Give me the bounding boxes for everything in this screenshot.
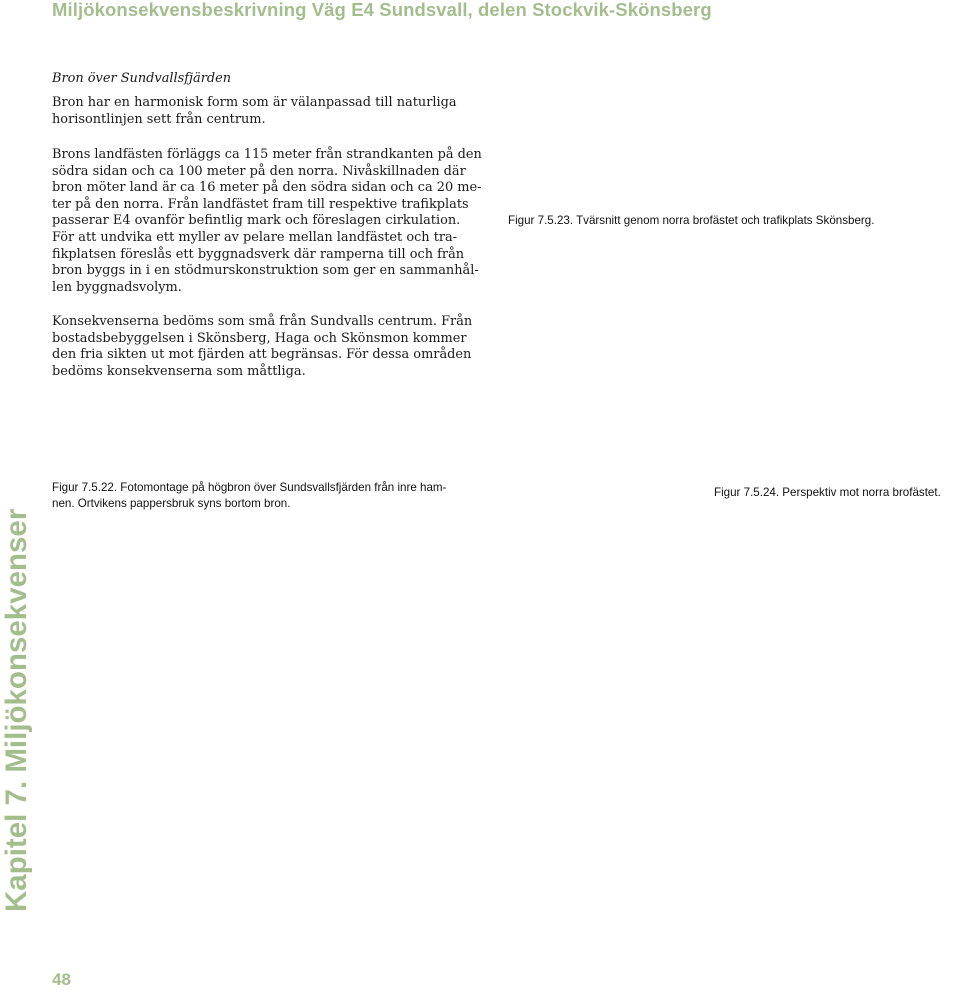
body-paragraph: Konsekvenserna bedöms som små från Sundvalls centrum. Från bostadsbebyggelsen i Skönsberg, Haga och Skönsmon kommer den fria sikten ut mot fjärden att begränsas. För dessa områden bedöms konsekvenserna som måttliga. <box>52 314 473 379</box>
body-paragraph: Bron har en harmonisk form som är välanpassad till naturliga horisontlinjen sett från centrum. <box>52 95 457 127</box>
figure-caption-7-5-24: Figur 7.5.24. Perspektiv mot norra brofästet. <box>714 486 941 499</box>
figure-caption-7-5-22: Figur 7.5.22. Fotomontage på högbron över Sundsvallsfjärden från inre ham- nen. Ortvikens pappersbruk syns bortom bron. <box>52 481 447 510</box>
section-heading: Bron över Sundvallsfjärden <box>52 71 232 86</box>
chapter-side-label: Kapitel 7. Miljökonsekvenser <box>0 508 33 912</box>
document-header-title: Miljökonsekvensbeskrivning Väg E4 Sundsvall, delen Stockvik-Skönsberg <box>52 0 712 20</box>
figure-caption-7-5-23: Figur 7.5.23. Tvärsnitt genom norra brofästet och trafikplats Skönsberg. <box>508 214 875 227</box>
body-paragraph: Brons landfästen förläggs ca 115 meter från strandkanten på den södra sidan och ca 100 meter på den norra. Nivåskillnaden där bron möter land är ca 16 meter på den södra sidan och ca 20 me- ter på den norra. Från landfästet fram till respektive trafikplats passerar E4 ovanför befintlig mark och föreslagen cirkulation. För att undvika ett myller av pelare mellan landfästet och tra- fikplatsen föreslås ett byggnadsverk där ramperna till och från bron byggs in i en stödmurskonstruktion som ger en sammanhål- len byggnadsvolym. <box>52 147 482 295</box>
page-number: 48 <box>52 970 71 989</box>
